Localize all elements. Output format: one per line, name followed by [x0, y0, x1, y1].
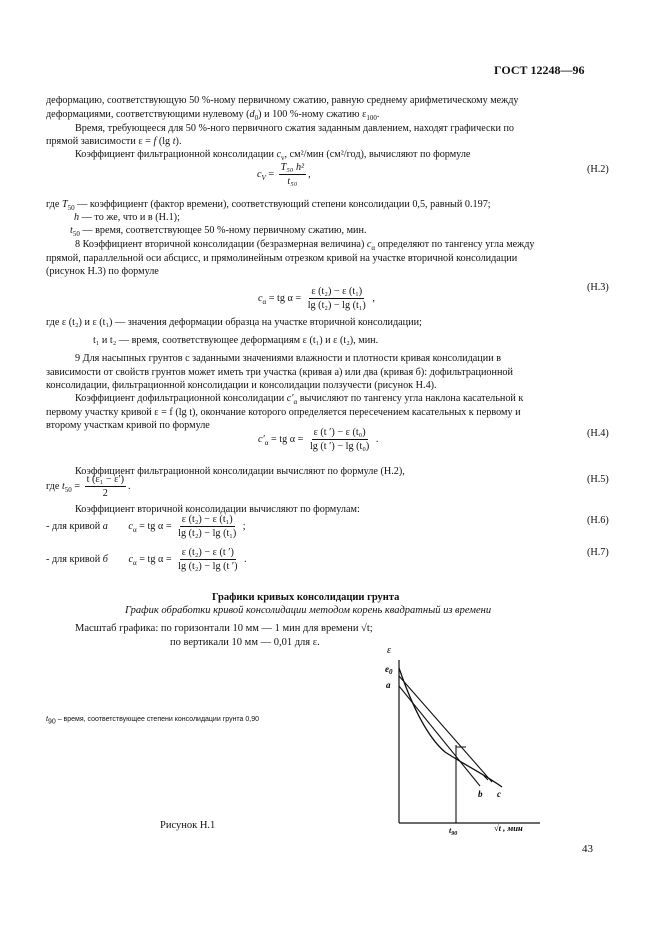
text-span: ).	[175, 136, 182, 147]
formula-h3	[258, 286, 375, 311]
text-span: а	[102, 520, 108, 532]
formula-fraction	[279, 162, 306, 187]
page-number: 43	[582, 843, 593, 855]
para8-line-3: (рисунок Н.3) по формуле	[46, 266, 159, 277]
formula-tail: ,	[308, 168, 311, 180]
text-span: — время, соответствующее 50 %-ному первичному сжатию, мин.	[79, 225, 367, 236]
text-span: деформациями, соответствующими нулевому (	[46, 109, 250, 120]
para10-line-2: первому участку кривой ε = f (lg t), окончание которого определяется пересечением касательных к первому и	[46, 407, 521, 418]
text-span: вычисляют по тангенсу угла наклона касательной к	[297, 393, 524, 404]
where-line-5: t₁ и t₂ — время, соответствующее деформациям ε (t₁) и ε (t₂), мин.	[93, 335, 379, 346]
fraction-denominator: lg (t₂) − lg (t₁)	[307, 300, 366, 311]
formula-fraction	[176, 547, 239, 572]
label-e0-sub: 0	[389, 668, 393, 676]
formula-mid: = tg α =	[136, 553, 175, 565]
text-line-4	[46, 135, 182, 149]
formula-tail: .	[241, 553, 247, 565]
formula-number: (Н.5)	[587, 474, 609, 485]
text-span: t	[70, 225, 73, 236]
text-span: определяют по тангенсу угла между	[375, 239, 535, 250]
figure-note	[46, 716, 259, 725]
para8-line-2: прямой, параллельной оси абсцисс, и прямолинейным отрезком кривой на участке вторичной консолидации	[46, 253, 518, 264]
fraction-numerator: ε (t₂) − ε (t₁)	[181, 514, 233, 525]
fraction-denominator: lg (t₂) − lg (t ′)	[178, 561, 238, 572]
text-span: t	[46, 716, 48, 723]
para9-line-2: зависимости от свойств грунтов может иметь три участка (кривая а) или два (кривая б): дофильтрационной	[46, 367, 513, 378]
text-span: c	[366, 239, 372, 250]
text-span: f	[153, 136, 157, 147]
text-span: где	[46, 199, 62, 210]
formula-mid: = tg α =	[268, 433, 306, 445]
formula-fraction	[176, 514, 238, 539]
label-e0-main: e	[385, 664, 389, 674]
text-sub: α	[293, 398, 298, 407]
text-span: прямой зависимости ε =	[46, 136, 154, 147]
label-b: b	[478, 789, 483, 799]
label-c: c	[497, 789, 501, 799]
label-a: a	[386, 680, 391, 690]
text-span: б	[102, 553, 108, 565]
formula-h7	[46, 547, 247, 572]
text-span: 8 Коэффициент вторичной консолидации (безразмерная величина)	[75, 239, 367, 250]
y-axis-label: ε	[387, 645, 391, 656]
text-span: ) и 100 %-ному сжатию ε	[258, 109, 367, 120]
label-e0	[385, 664, 393, 676]
text-span: c′	[286, 393, 294, 404]
formula-number: (Н.2)	[587, 164, 609, 175]
formula-fraction	[306, 286, 368, 311]
formula-mid: = tg α =	[136, 520, 175, 532]
scale-line-1: Масштаб графика: по горизонтали 10 мм — 1 мин для времени √t;	[75, 623, 373, 634]
text-span: c	[276, 149, 282, 160]
text-span: d	[249, 109, 255, 120]
where-line-2	[74, 211, 180, 225]
text-span: t	[172, 136, 176, 147]
formula-var: c′	[258, 433, 265, 445]
text-line-1: деформацию, соответствующую 50 %-ному первичному сжатию, равную среднему арифметическому между	[46, 95, 519, 106]
formula-sub: α	[262, 297, 267, 306]
formula-number: (Н.4)	[587, 428, 609, 439]
formula-var: t	[61, 480, 65, 492]
formula-number: (Н.7)	[587, 547, 609, 558]
formula-sub: α	[264, 438, 269, 447]
fraction-denominator: lg (t ′) − lg (t₀)	[309, 441, 370, 452]
tick-mark	[484, 776, 488, 780]
fraction-numerator: ε (t₂) − ε (t ′)	[181, 547, 234, 558]
fraction-numerator: ε (t₂) − ε (t₁)	[311, 286, 363, 297]
text-sub: 0	[254, 114, 259, 123]
formula-sub: V	[261, 173, 266, 182]
text-span: — коэффициент (фактор времени), соответствующий степени консолидации 0,5, равный 0.197;	[74, 199, 491, 210]
text-span: T	[61, 199, 68, 210]
text-span: – время, соответствующее степени консолидации грунта 0,90	[55, 716, 260, 723]
formula-h6	[46, 514, 246, 539]
formula-sub: α	[132, 558, 137, 567]
fraction-numerator: T₅₀ h²	[280, 162, 305, 173]
fraction-denominator: t₅₀	[287, 176, 298, 187]
para12: Коэффициент вторичной консолидации вычисляют по формулам:	[75, 504, 360, 515]
formula-fraction	[85, 474, 126, 499]
formula-var: c	[257, 168, 262, 180]
x-tick-main: t	[449, 826, 452, 835]
x-tick-t90	[449, 826, 457, 837]
formula-h5	[46, 474, 131, 499]
text-span: .	[376, 109, 380, 120]
formula-h2: $c_V$ = $\frac{\text{T₅₀ h²}}{\text{t₅₀}}$ ,	[257, 162, 311, 187]
text-span: Коэффициент дофильтрационной консолидации	[75, 393, 287, 404]
text-span: - для кривой	[46, 553, 103, 565]
text-span: Коэффициент фильтрационной консолидации	[75, 149, 277, 160]
text-sub: 100	[366, 114, 377, 123]
formula-mid: =	[71, 480, 83, 492]
standard-code: ГОСТ 12248—96	[494, 63, 585, 77]
formula-number: (Н.6)	[587, 515, 609, 526]
formula-fraction	[308, 427, 371, 452]
text-sub: α	[371, 244, 376, 253]
curve-c	[399, 668, 502, 787]
x-tick-sub: 90	[451, 831, 458, 837]
formula-tail: ,	[369, 292, 375, 304]
para9-line-1: 9 Для насыпных грунтов с заданными значениями влажности и плотности кривая консолидации в	[75, 353, 502, 364]
text-sub: 50	[72, 230, 80, 239]
formula-tail: ;	[240, 520, 246, 532]
para11: Коэффициент фильтрационной консолидации вычисляют по формуле (Н.2),	[75, 466, 405, 477]
fraction-denominator: lg (t₂) − lg (t₁)	[178, 528, 237, 539]
para9-line-3: консолидации, фильтрационной консолидации и консолидации ползучести (рисунок Н.4).	[46, 380, 437, 391]
formula-var: c	[258, 292, 263, 304]
formula-tail: .	[373, 433, 379, 445]
formula-h4	[258, 427, 378, 452]
figure-caption: Рисунок Н.1	[160, 820, 216, 831]
scale-line-2: по вертикали 10 мм — 0,01 для ε.	[170, 637, 320, 648]
fraction-numerator: t (ε₁ − ε′)	[86, 474, 124, 485]
fraction-denominator: 2	[102, 488, 108, 499]
text-sub: 90	[47, 718, 56, 726]
formula-var: c	[128, 520, 133, 532]
formula-tail: .	[127, 480, 131, 492]
formula-sub: 50	[64, 485, 72, 494]
text-span: h	[74, 212, 80, 223]
text-span: , см²/мин (см²/год), вычисляют по формуле	[284, 149, 471, 160]
x-axis-label: √t , мин	[494, 823, 523, 833]
formula-number: (Н.3)	[587, 282, 609, 293]
section-title: Графики кривых консолидации грунта	[212, 592, 400, 603]
formula-sub: α	[132, 525, 137, 534]
text-sub: v	[281, 154, 285, 163]
text-line-3: Время, требующееся для 50 %-ного первичного сжатия заданным давлением, находят графически по	[75, 123, 515, 134]
text-span: — то же, что и в (Н.1);	[79, 212, 180, 223]
text-sub: 50	[67, 204, 75, 213]
fraction-numerator: ε (t ′) − ε (t₀)	[313, 427, 366, 438]
text-span: где	[46, 480, 62, 492]
subsection-title: График обработки кривой консолидации методом корень квадратный из времени	[125, 605, 492, 616]
where-line-4: где ε (t₂) и ε (t₁) — значения деформации образца на участке вторичной консолидации;	[46, 317, 422, 328]
text-span: (lg	[156, 136, 173, 147]
formula-var: c	[128, 553, 133, 565]
text-span: - для кривой	[46, 520, 103, 532]
line-a	[399, 686, 480, 786]
formula-mid: = tg α =	[266, 292, 304, 304]
tangent-line	[399, 676, 492, 782]
para10-line-3: второму участкам кривой по формуле	[46, 420, 210, 431]
